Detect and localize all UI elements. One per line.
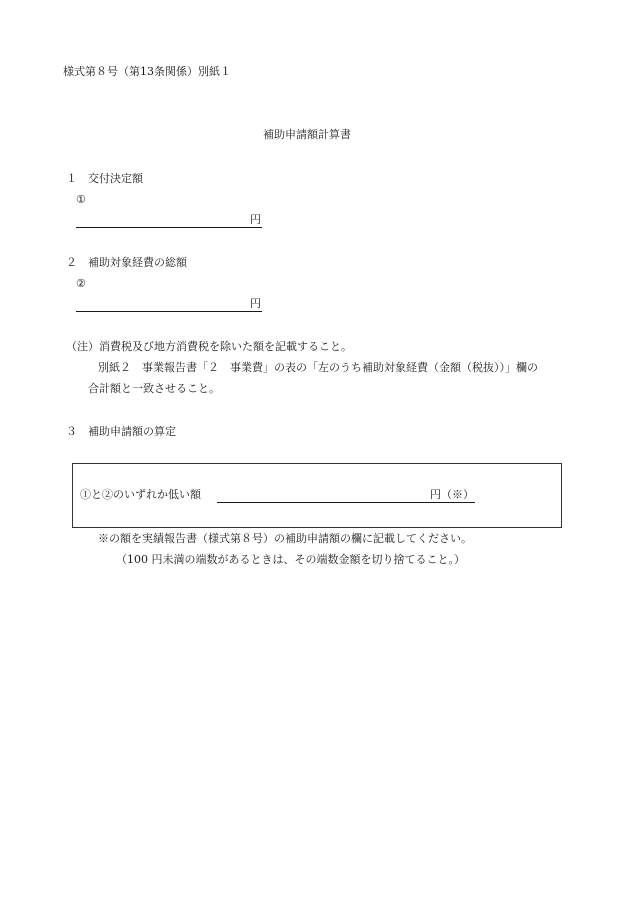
section2-marker: ② (76, 277, 86, 290)
note-line-1: （注）消費税及び地方消費税を除いた額を記載すること。 (66, 340, 352, 353)
section3-heading: ３ 補助申請額の算定 (66, 425, 176, 438)
section1-unit: 円 (250, 213, 261, 226)
footnote-2: （100 円未満の端数があるときは、その端数金額を切り捨てること。） (116, 553, 465, 566)
section1-heading: １ 交付決定額 (66, 172, 143, 185)
calc-label: ①と②のいずれか低い額 (80, 488, 201, 501)
footnote-1: ※の額を実績報告書（様式第８号）の補助申請額の欄に記載してください。 (98, 532, 472, 545)
calc-amount-line[interactable] (217, 502, 475, 503)
section2-amount-line[interactable] (76, 311, 262, 312)
document-title: 補助申請額計算書 (263, 128, 351, 141)
section2-unit: 円 (250, 297, 261, 310)
section2-heading: ２ 補助対象経費の総額 (66, 256, 187, 269)
note-line-2: 別紙２ 事業報告書「２ 事業費」の表の「左のうち補助対象経費（金額（税抜））」欄の (98, 361, 538, 374)
note-line-3: 合計額と一致させること。 (88, 382, 220, 395)
section1-amount-line[interactable] (76, 227, 262, 228)
section1-marker: ① (76, 193, 86, 206)
form-id-label: 様式第８号（第13条関係）別紙１ (63, 65, 231, 78)
calc-unit: 円（※） (430, 488, 474, 501)
